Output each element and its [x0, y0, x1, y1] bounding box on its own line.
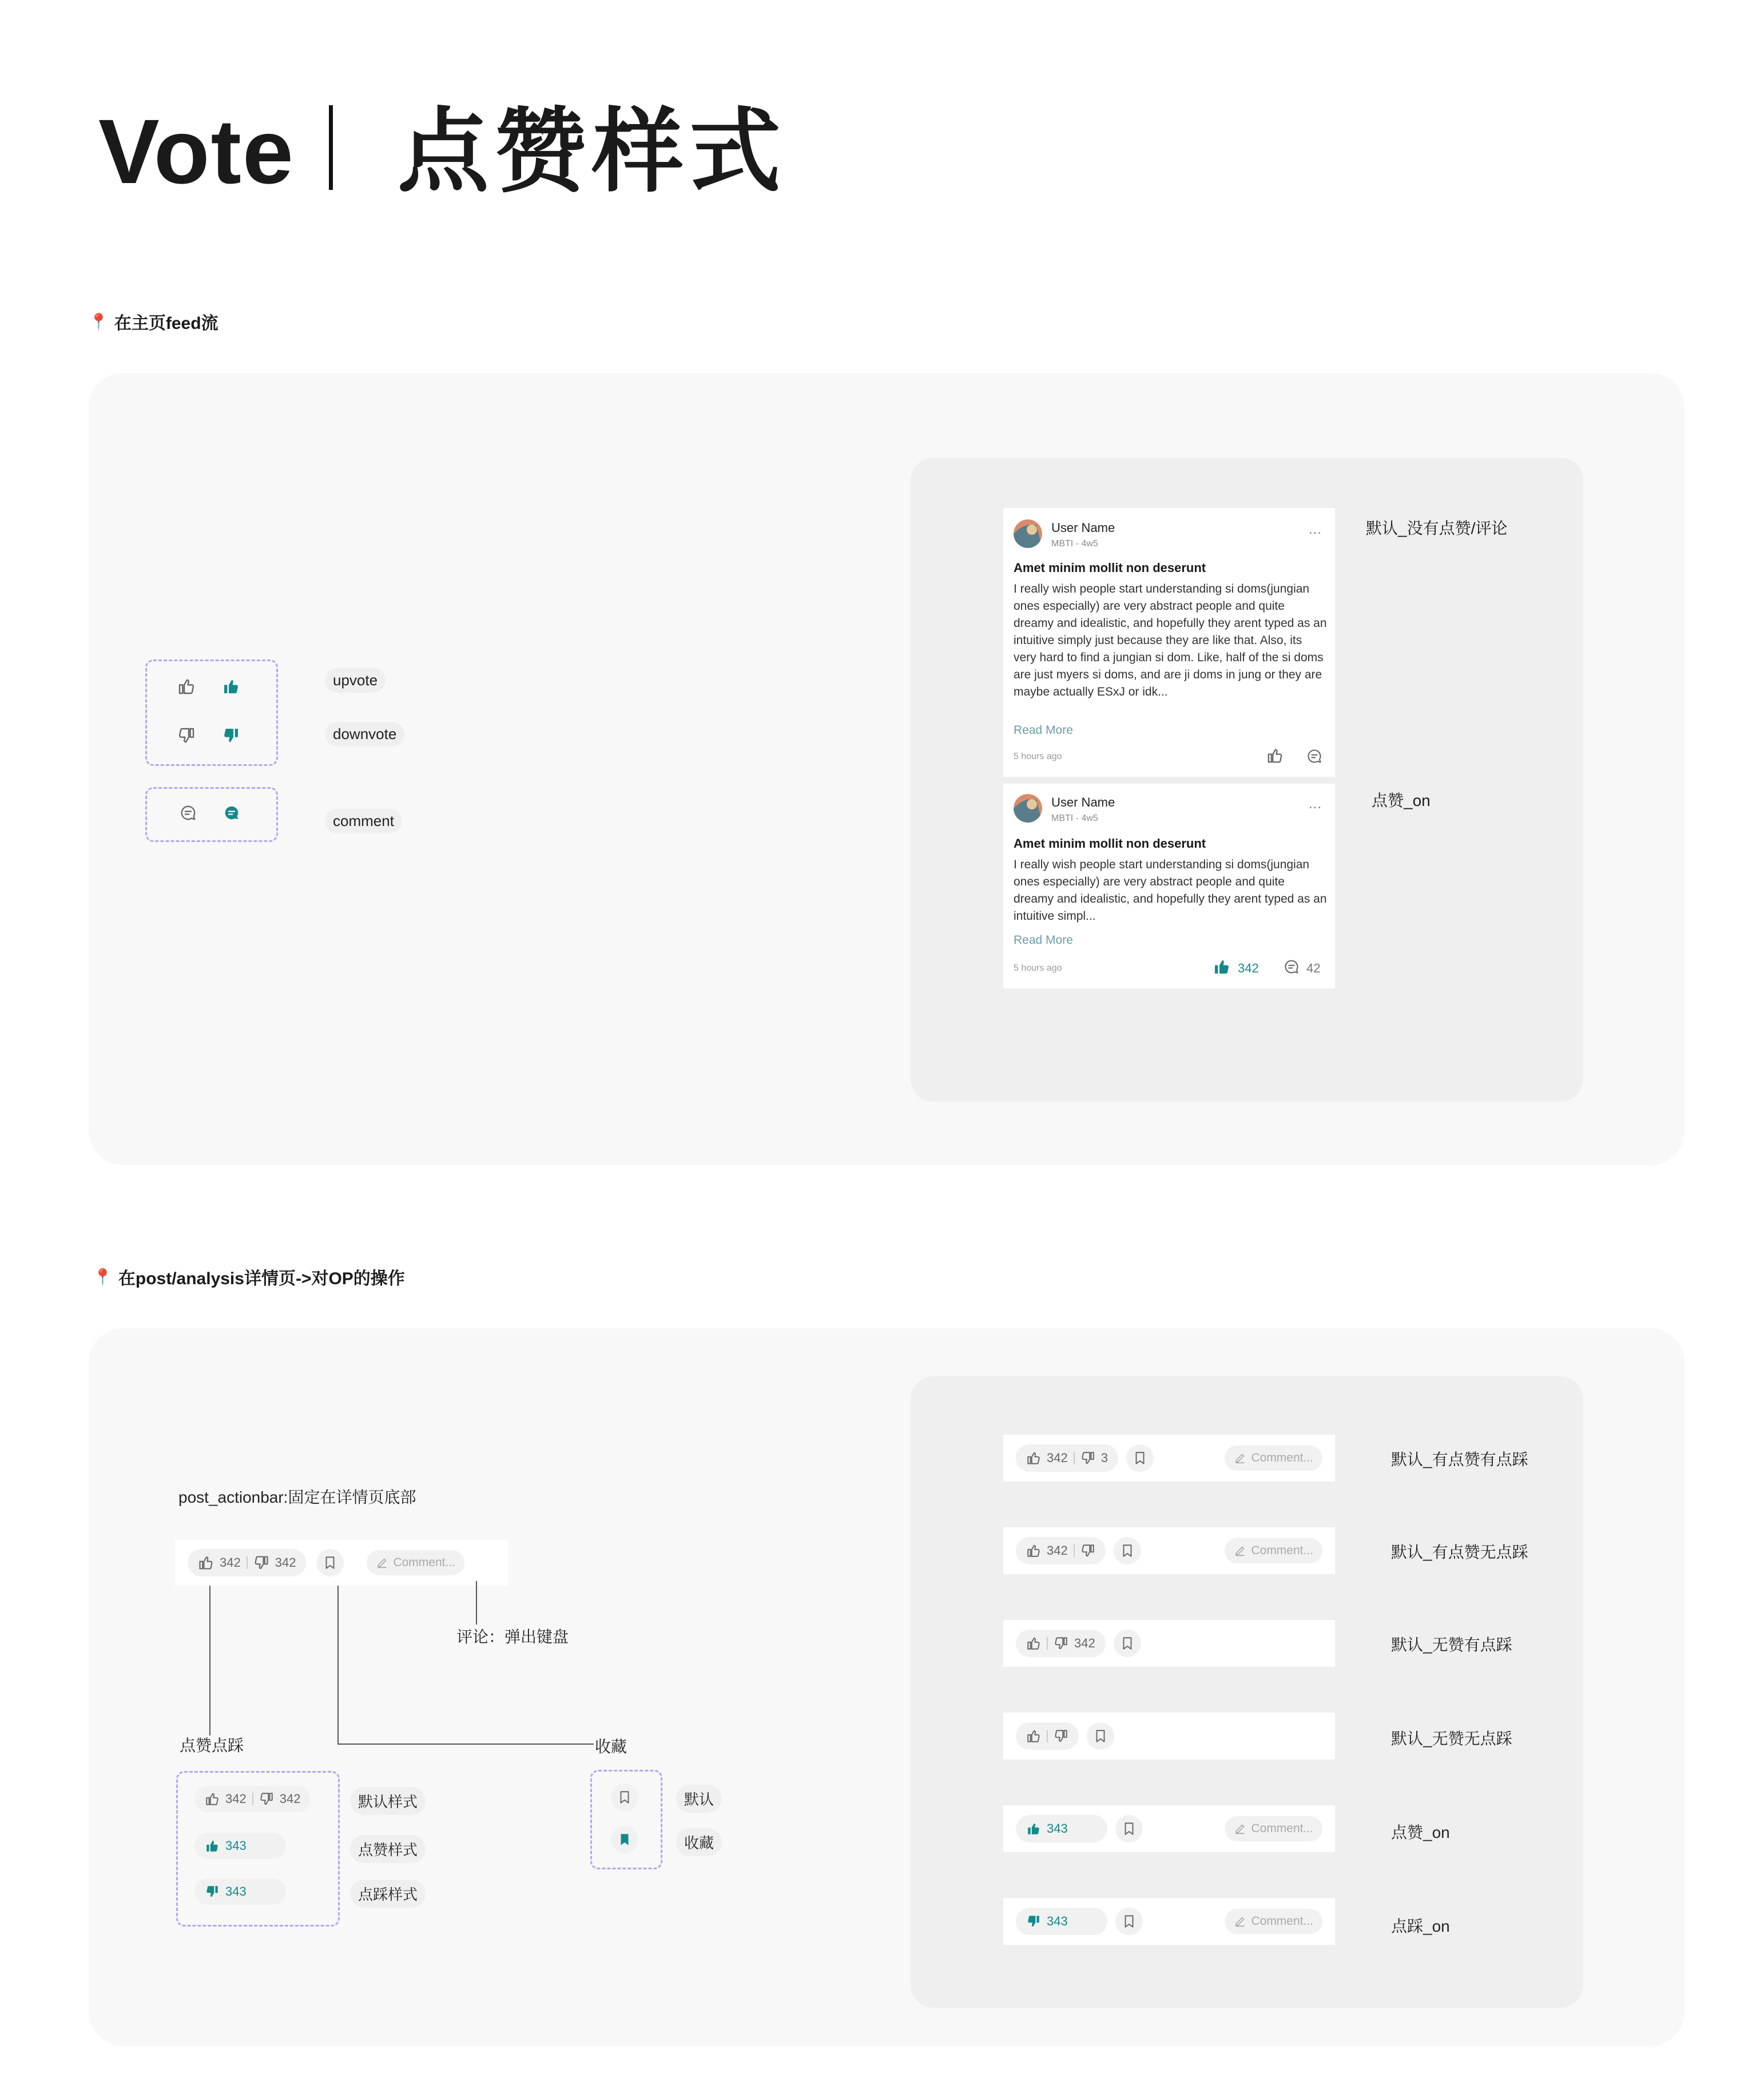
- page-title: Vote: [98, 100, 295, 202]
- post-time: 5 hours ago: [1014, 963, 1062, 973]
- variant-label: 默认_有点赞无点踩: [1391, 1543, 1528, 1561]
- upvote-count: 343: [1047, 1821, 1068, 1836]
- post-body: I really wish people start understanding si doms(jungian ones especially) are very abstract people and quite dreamy and idealistic, and hopefully they arent typed as an intuitive simply just because they are like that. Also, its very hard to find a jungian si dom. Like, half of the si doms are just myers si doms, and are ji doms in jung or they are maybe actually ESxJ or idk...: [1014, 582, 1327, 698]
- downvote-count: 342: [1074, 1636, 1095, 1650]
- vote-pill: [188, 1549, 306, 1576]
- vote-note: 点赞点踩: [180, 1737, 244, 1754]
- state-label-liked: 点赞_on: [1372, 792, 1431, 809]
- comment-icon[interactable]: [180, 804, 197, 821]
- bookmark-icon: [1122, 1821, 1137, 1836]
- bookmark-icon: [1122, 1914, 1137, 1929]
- avatar[interactable]: [1014, 794, 1042, 823]
- thumbs-down-icon[interactable]: [1054, 1729, 1068, 1744]
- read-more-link[interactable]: Read More: [1014, 724, 1073, 737]
- state-label-default: 默认_没有点赞/评论: [1366, 519, 1508, 537]
- section2-title-row: [93, 1264, 405, 1289]
- thumbs-up-icon[interactable]: [1026, 1636, 1041, 1651]
- like-count: 342: [1238, 961, 1259, 975]
- post-title[interactable]: Amet minim mollit non deserunt: [1014, 836, 1206, 851]
- bookmark-icon: [1133, 1451, 1147, 1466]
- thumbs-up-icon[interactable]: [1026, 1451, 1041, 1466]
- actionbar-variant: [1003, 1435, 1335, 1482]
- bookmark-button[interactable]: [1114, 1630, 1141, 1657]
- pencil-icon: [376, 1556, 388, 1569]
- bookmark-button[interactable]: [316, 1549, 344, 1576]
- more-icon[interactable]: ...: [1309, 796, 1322, 812]
- connector-line: [337, 1586, 339, 1745]
- downvote-count: 343: [225, 1884, 247, 1899]
- downvote-count: 342: [279, 1792, 301, 1806]
- variant-label: 点踩_on: [1391, 1917, 1450, 1935]
- divider: [1074, 1452, 1075, 1464]
- post-user-name[interactable]: User Name: [1051, 795, 1115, 809]
- vote-pill: [1016, 1537, 1106, 1564]
- divider: [1047, 1730, 1048, 1742]
- vote-pill-liked: [1016, 1815, 1107, 1842]
- thumbs-up-icon[interactable]: [177, 677, 196, 696]
- divider: [1047, 1637, 1048, 1650]
- vote-pill-liked: [194, 1833, 286, 1859]
- pencil-icon: [1234, 1915, 1246, 1928]
- bookmark-icon: [1120, 1636, 1135, 1651]
- thumbs-up-filled-icon[interactable]: [1213, 958, 1231, 976]
- variant-label: 默认_无赞有点踩: [1391, 1636, 1512, 1654]
- post-user-meta: MBTI - 4w5: [1051, 539, 1098, 549]
- comment-note: 评论：弹出键盘: [456, 1628, 569, 1646]
- bookmark-icon: [323, 1555, 337, 1570]
- thumbs-down-filled-icon[interactable]: [1026, 1914, 1041, 1929]
- comment-placeholder: Comment...: [1251, 1451, 1313, 1464]
- vote-style-label: 默认样式: [350, 1787, 426, 1815]
- page-title-cn: 点赞样式: [398, 100, 787, 202]
- vote-style-label: 点赞样式: [350, 1835, 426, 1863]
- comment-filled-icon[interactable]: [223, 804, 240, 821]
- vote-pill-disliked: [194, 1879, 286, 1905]
- thumbs-down-icon[interactable]: [1080, 1451, 1095, 1466]
- bookmark-button[interactable]: [1087, 1722, 1114, 1750]
- upvote-count: 342: [1047, 1451, 1068, 1465]
- title-divider: [329, 105, 333, 190]
- thumbs-down-icon[interactable]: [1054, 1636, 1068, 1651]
- actionbar-variant: [1003, 1805, 1335, 1852]
- variant-label: 默认_有点赞有点踩: [1391, 1451, 1528, 1468]
- avatar[interactable]: [1014, 519, 1042, 548]
- comment-icon[interactable]: [1284, 959, 1300, 975]
- comment-input[interactable]: [1225, 1909, 1322, 1934]
- vote-pill: [1016, 1630, 1106, 1657]
- bookmark-button[interactable]: [1115, 1815, 1143, 1842]
- connector-line: [209, 1586, 210, 1735]
- section1-title: 在主页feed流: [114, 314, 218, 333]
- bookmark-label: 默认: [676, 1785, 722, 1813]
- variant-label: 默认_无赞无点踩: [1391, 1730, 1512, 1748]
- post-user-name[interactable]: User Name: [1051, 521, 1115, 535]
- comment-placeholder: Comment...: [1251, 1544, 1313, 1557]
- thumbs-up-icon[interactable]: [1026, 1543, 1041, 1558]
- actionbar-variant: [1003, 1620, 1335, 1667]
- vote-style-label: 点踩样式: [350, 1880, 426, 1908]
- comment-input[interactable]: [1225, 1816, 1322, 1841]
- actionbar-variant: [1003, 1527, 1335, 1574]
- bookmark-icon: [1093, 1729, 1108, 1744]
- bookmark-note: 收藏: [595, 1738, 627, 1756]
- downvote-label: downvote: [325, 722, 404, 746]
- vote-pill: [1016, 1722, 1079, 1750]
- bookmark-filled-icon: [617, 1832, 632, 1847]
- comment-label: comment: [325, 809, 402, 833]
- post-title[interactable]: Amet minim mollit non deserunt: [1014, 561, 1206, 575]
- connector-line: [476, 1581, 477, 1625]
- thumbs-up-filled-icon[interactable]: [205, 1838, 220, 1853]
- pin-icon: 📍: [93, 1268, 113, 1286]
- actionbar-variant: [1003, 1713, 1335, 1760]
- upvote-count: 342: [220, 1555, 241, 1570]
- comment-input[interactable]: [1225, 1538, 1322, 1563]
- actionbar-label: post_actionbar:固定在详情页底部: [178, 1488, 416, 1506]
- comment-icons-box: [145, 787, 278, 842]
- comment-placeholder: Comment...: [393, 1556, 455, 1569]
- divider: [247, 1556, 248, 1569]
- thumbs-up-icon[interactable]: [1026, 1729, 1041, 1744]
- more-icon[interactable]: ...: [1309, 522, 1322, 537]
- vote-icons-box: [145, 660, 278, 766]
- thumbs-down-icon[interactable]: [1080, 1543, 1095, 1558]
- pencil-icon: [1234, 1452, 1246, 1464]
- bookmark-icon: [1120, 1543, 1135, 1558]
- comment-count: 42: [1306, 961, 1321, 975]
- downvote-count: 342: [275, 1555, 296, 1570]
- pencil-icon: [1234, 1822, 1246, 1835]
- upvote-label: upvote: [325, 668, 386, 693]
- pencil-icon: [1234, 1544, 1246, 1557]
- post-actionbar: [175, 1540, 508, 1586]
- downvote-count: 343: [1047, 1914, 1068, 1928]
- upvote-count: 342: [1047, 1543, 1068, 1558]
- thumbs-up-icon[interactable]: [205, 1792, 220, 1806]
- thumbs-down-icon[interactable]: [177, 726, 196, 745]
- thumbs-down-filled-icon[interactable]: [222, 726, 240, 745]
- thumbs-up-icon[interactable]: [1266, 747, 1284, 764]
- bookmark-label: 收藏: [676, 1828, 722, 1856]
- comment-input[interactable]: [367, 1550, 464, 1575]
- divider: [252, 1793, 253, 1805]
- thumbs-down-icon[interactable]: [253, 1555, 269, 1571]
- comment-placeholder: Comment...: [1251, 1915, 1313, 1928]
- vote-pill-default: [194, 1786, 311, 1812]
- bookmark-button[interactable]: [1115, 1908, 1143, 1935]
- comment-icon[interactable]: [1306, 748, 1322, 764]
- post-time: 5 hours ago: [1014, 752, 1062, 761]
- vote-pill: [1016, 1444, 1118, 1472]
- thumbs-down-icon[interactable]: [259, 1792, 274, 1806]
- bookmark-button[interactable]: [611, 1784, 638, 1811]
- section2-title: 在post/analysis详情页->对OP的操作: [118, 1269, 405, 1288]
- comment-input[interactable]: [1225, 1445, 1322, 1471]
- read-more-link[interactable]: Read More: [1014, 934, 1073, 947]
- downvote-count: 3: [1100, 1451, 1108, 1465]
- upvote-count: 342: [225, 1792, 247, 1806]
- bookmark-button[interactable]: [1126, 1444, 1154, 1472]
- thumbs-down-filled-icon[interactable]: [205, 1884, 220, 1899]
- pin-icon: 📍: [89, 312, 109, 331]
- connector-line: [337, 1744, 594, 1745]
- variant-label: 点赞_on: [1391, 1824, 1450, 1841]
- post-body: I really wish people start understanding si doms(jungian ones especially) are very abstract people and quite dreamy and idealistic, and hopefully they arent typed as an intuitive simpl...: [1014, 858, 1327, 923]
- thumbs-up-filled-icon[interactable]: [1026, 1821, 1041, 1836]
- divider: [1074, 1544, 1075, 1557]
- upvote-count: 343: [225, 1838, 247, 1853]
- thumbs-up-filled-icon[interactable]: [222, 677, 240, 696]
- section1-title-row: [89, 309, 218, 334]
- thumbs-up-icon[interactable]: [198, 1555, 214, 1571]
- vote-pill-disliked: [1016, 1908, 1107, 1935]
- bookmark-button-saved[interactable]: [611, 1826, 638, 1853]
- comment-placeholder: Comment...: [1251, 1822, 1313, 1835]
- actionbar-variant: [1003, 1898, 1335, 1945]
- bookmark-button[interactable]: [1114, 1537, 1141, 1564]
- bookmark-icon: [617, 1790, 632, 1805]
- post-user-meta: MBTI - 4w5: [1051, 813, 1098, 823]
